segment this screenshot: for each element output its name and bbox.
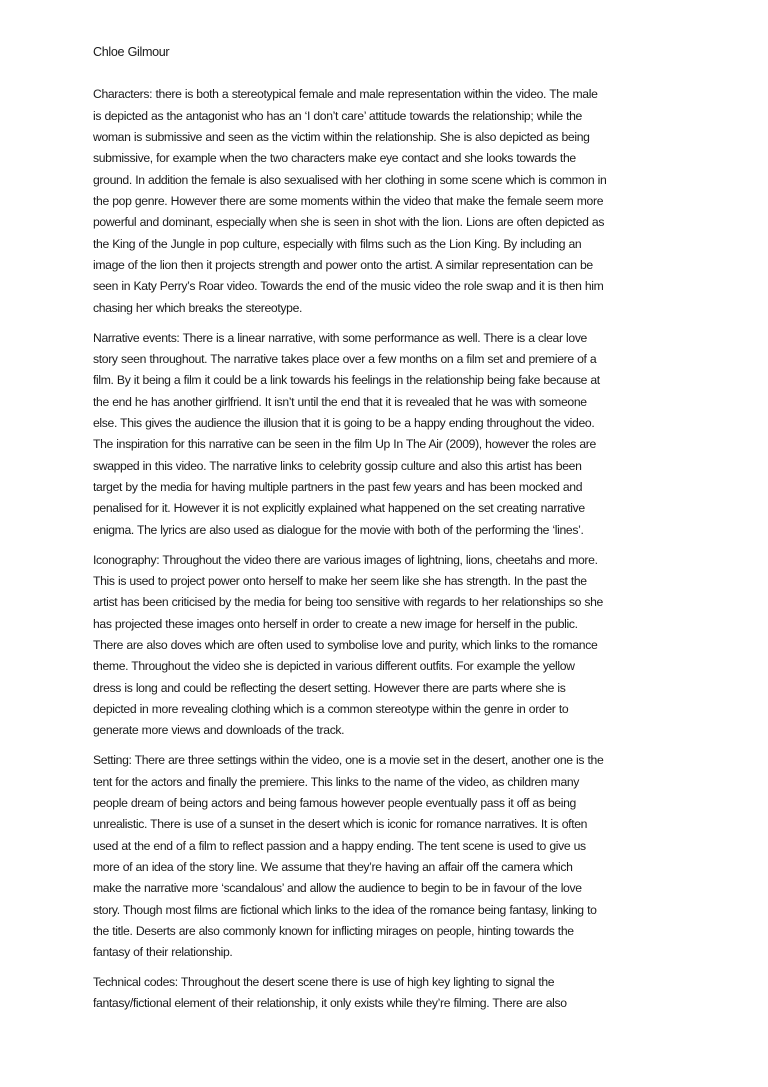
text-line: The inspiration for this narrative can be seen in the film Up In The Air (2009), however the roles are xyxy=(93,437,596,452)
text-line: chasing her which breaks the stereotype. xyxy=(93,300,303,315)
text-line: tent for the actors and finally the premiere. This links to the name of the video, as children many xyxy=(93,774,580,789)
text-line: target by the media for having multiple partners in the past few years and has been mocked and xyxy=(93,480,583,495)
text-line: ground. In addition the female is also sexualised with her clothing in some scene which is common in xyxy=(93,172,607,187)
text-line: the title. Deserts are also commonly known for inflicting mirages on people, hinting towards the xyxy=(93,923,574,938)
text-line: fantasy/fictional element of their relationship, it only exists while they’re filming. There are also xyxy=(93,996,567,1011)
paragraph-setting xyxy=(93,750,683,963)
text-line: story seen throughout. The narrative takes place over a few months on a film set and premiere of a xyxy=(93,351,597,366)
text-line: powerful and dominant, especially when she is seen in shot with the lion. Lions are often depicted as xyxy=(93,215,605,230)
text-line: film. By it being a film it could be a link towards his feelings in the relationship being fake because at xyxy=(93,373,600,388)
text-line: the end he has another girlfriend. It isn’t until the end that it is revealed that he was with someone xyxy=(93,394,587,409)
text-line: submissive, for example when the two characters make eye contact and she looks towards the xyxy=(93,151,576,166)
text-line: else. This gives the audience the illusion that it is going to be a happy ending throughout the video. xyxy=(93,416,595,430)
text-line: more of an idea of the story line. We assume that they’re having an affair off the camera which xyxy=(93,859,573,874)
paragraph-narrative-events xyxy=(93,328,683,541)
text-line: used at the end of a film to reflect passion and a happy ending. The tent scene is used to give us xyxy=(93,838,586,853)
text-line: Iconography: Throughout the video there are various images of lightning, lions, cheetahs and more. xyxy=(93,552,598,567)
text-line: story. Though most films are fictional which links to the idea of the romance being fantasy, linking to xyxy=(93,902,597,917)
text-line: depicted in more revealing clothing which is a common stereotype within the genre in order to xyxy=(93,701,569,716)
text-line: the pop genre. However there are some moments within the video that make the female seem more xyxy=(93,194,604,209)
document-body xyxy=(93,42,683,1023)
text-line: is depicted as the antagonist who has an ‘I don’t care’ attitude towards the relationship; while the xyxy=(93,108,582,123)
text-line: dress is long and could be reflecting the desert setting. However there are parts where she is xyxy=(93,680,566,695)
text-line: Narrative events: There is a linear narrative, with some performance as well. There is a clear love xyxy=(93,330,587,345)
author-name: Chloe Gilmour xyxy=(93,45,170,59)
text-line: seen in Katy Perry’s Roar video. Towards the end of the music video the role swap and it is then him xyxy=(93,279,604,294)
text-line: image of the lion then it projects strength and power onto the artist. A similar representation can be xyxy=(93,258,593,273)
text-line: Technical codes: Throughout the desert scene there is use of high key lighting to signal the xyxy=(93,975,555,990)
text-line: There are also doves which are often used to symbolise love and purity, which links to the romance xyxy=(93,637,598,652)
text-line: swapped in this video. The narrative links to celebrity gossip culture and also this artist has been xyxy=(93,458,582,473)
text-line: enigma. The lyrics are also used as dialogue for the movie with both of the performing the ‘lines’. xyxy=(93,522,584,537)
text-line: Characters: there is both a stereotypical female and male representation within the video. The male xyxy=(93,87,598,102)
paragraph-iconography xyxy=(93,550,683,742)
text-line: make the narrative more ‘scandalous’ and allow the audience to begin to be in favour of the love xyxy=(93,881,582,896)
text-line: generate more views and downloads of the track. xyxy=(93,723,345,738)
text-line: has projected these images onto herself in order to create a new image for herself in the public. xyxy=(93,616,578,631)
text-line: Setting: There are three settings within the video, one is a movie set in the desert, another one is the xyxy=(93,753,604,768)
text-line: fantasy of their relationship. xyxy=(93,945,233,960)
paragraph-characters xyxy=(93,84,683,319)
text-line: This is used to project power onto herself to make her seem like she has strength. In the past the xyxy=(93,573,587,588)
text-line: penalised for it. However it is not explicitly explained what happened on the set creating narrative xyxy=(93,501,585,516)
paragraph-technical-codes xyxy=(93,972,683,1015)
text-line: artist has been criticised by the media for being too sensitive with regards to her relationships so she xyxy=(93,595,603,610)
paragraph-list xyxy=(93,84,683,1014)
text-line: unrealistic. There is use of a sunset in the desert which is iconic for romance narratives. It is often xyxy=(93,817,588,832)
text-line: people dream of being actors and being famous however people eventually pass it off as being xyxy=(93,795,576,810)
text-line: theme. Throughout the video she is depicted in various different outfits. For example the yellow xyxy=(93,659,575,674)
text-line: the King of the Jungle in pop culture, especially with films such as the Lion King. By including an xyxy=(93,236,582,251)
text-line: woman is submissive and seen as the victim within the relationship. She is also depicted as being xyxy=(93,130,590,145)
